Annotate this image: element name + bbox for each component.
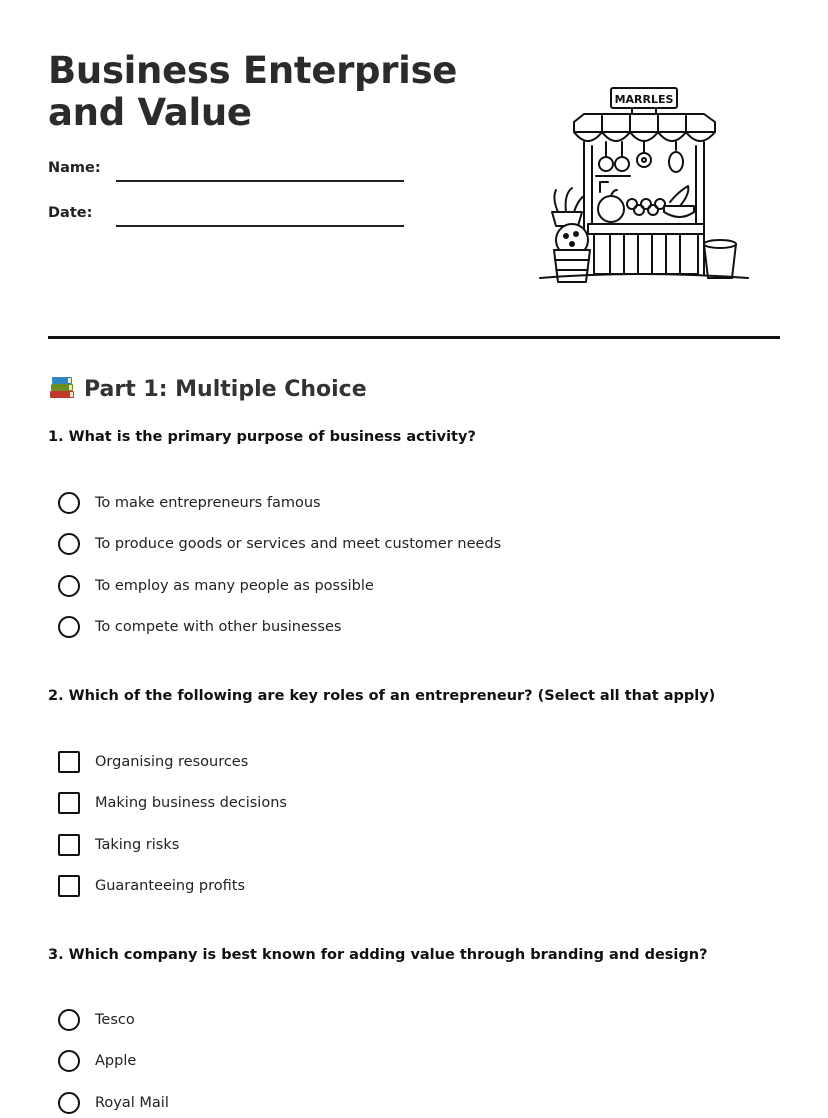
checkbox[interactable] bbox=[58, 792, 80, 814]
radio-button[interactable] bbox=[58, 616, 80, 638]
q2-option-3[interactable] bbox=[58, 833, 179, 857]
q2-option-4[interactable] bbox=[58, 874, 245, 898]
date-label: Date: bbox=[48, 205, 93, 221]
checkbox[interactable] bbox=[58, 834, 80, 856]
part1-heading-text: Part 1: Multiple Choice bbox=[84, 377, 367, 402]
radio-button[interactable] bbox=[58, 533, 80, 555]
checkbox[interactable] bbox=[58, 751, 80, 773]
name-field[interactable] bbox=[116, 180, 404, 182]
option-label: Royal Mail bbox=[95, 1095, 169, 1111]
q2-option-1[interactable] bbox=[58, 750, 248, 774]
option-label: To compete with other businesses bbox=[95, 619, 342, 635]
radio-button[interactable] bbox=[58, 1009, 80, 1031]
radio-button[interactable] bbox=[58, 1092, 80, 1114]
question-2-text: 2. Which of the following are key roles of an entrepreneur? (Select all that apply) bbox=[48, 688, 716, 704]
q1-option-3[interactable] bbox=[58, 574, 374, 598]
books-icon bbox=[48, 374, 76, 400]
q2-option-2[interactable] bbox=[58, 791, 287, 815]
option-label: Apple bbox=[95, 1053, 137, 1069]
name-label: Name: bbox=[48, 160, 101, 176]
option-label: Organising resources bbox=[95, 754, 249, 770]
question-1-text: 1. What is the primary purpose of business activity? bbox=[48, 429, 476, 445]
stall-sign-text: MARRLES bbox=[614, 93, 674, 106]
option-label: Making business decisions bbox=[95, 795, 287, 811]
q3-option-1[interactable] bbox=[58, 1008, 135, 1032]
q3-option-2[interactable] bbox=[58, 1049, 136, 1073]
q1-option-4[interactable] bbox=[58, 615, 341, 639]
option-label: To make entrepreneurs famous bbox=[95, 495, 321, 511]
option-label: Tesco bbox=[95, 1012, 135, 1028]
option-label: To produce goods or services and meet customer needs bbox=[95, 536, 502, 552]
option-label: To employ as many people as possible bbox=[95, 578, 374, 594]
question-3-text: 3. Which company is best known for adding value through branding and design? bbox=[48, 947, 708, 963]
radio-button[interactable] bbox=[58, 575, 80, 597]
radio-button[interactable] bbox=[58, 492, 80, 514]
date-field[interactable] bbox=[116, 225, 404, 227]
option-label: Taking risks bbox=[95, 837, 180, 853]
option-label: Guaranteeing profits bbox=[95, 878, 245, 894]
q3-option-3[interactable] bbox=[58, 1091, 169, 1115]
part1-heading bbox=[48, 374, 367, 405]
market-stall-icon bbox=[538, 84, 752, 286]
q1-option-2[interactable] bbox=[58, 532, 501, 556]
q1-option-1[interactable] bbox=[58, 491, 321, 515]
radio-button[interactable] bbox=[58, 1050, 80, 1072]
worksheet-title: Business Enterprise and Value bbox=[48, 49, 458, 134]
section-divider bbox=[48, 336, 780, 339]
checkbox[interactable] bbox=[58, 875, 80, 897]
